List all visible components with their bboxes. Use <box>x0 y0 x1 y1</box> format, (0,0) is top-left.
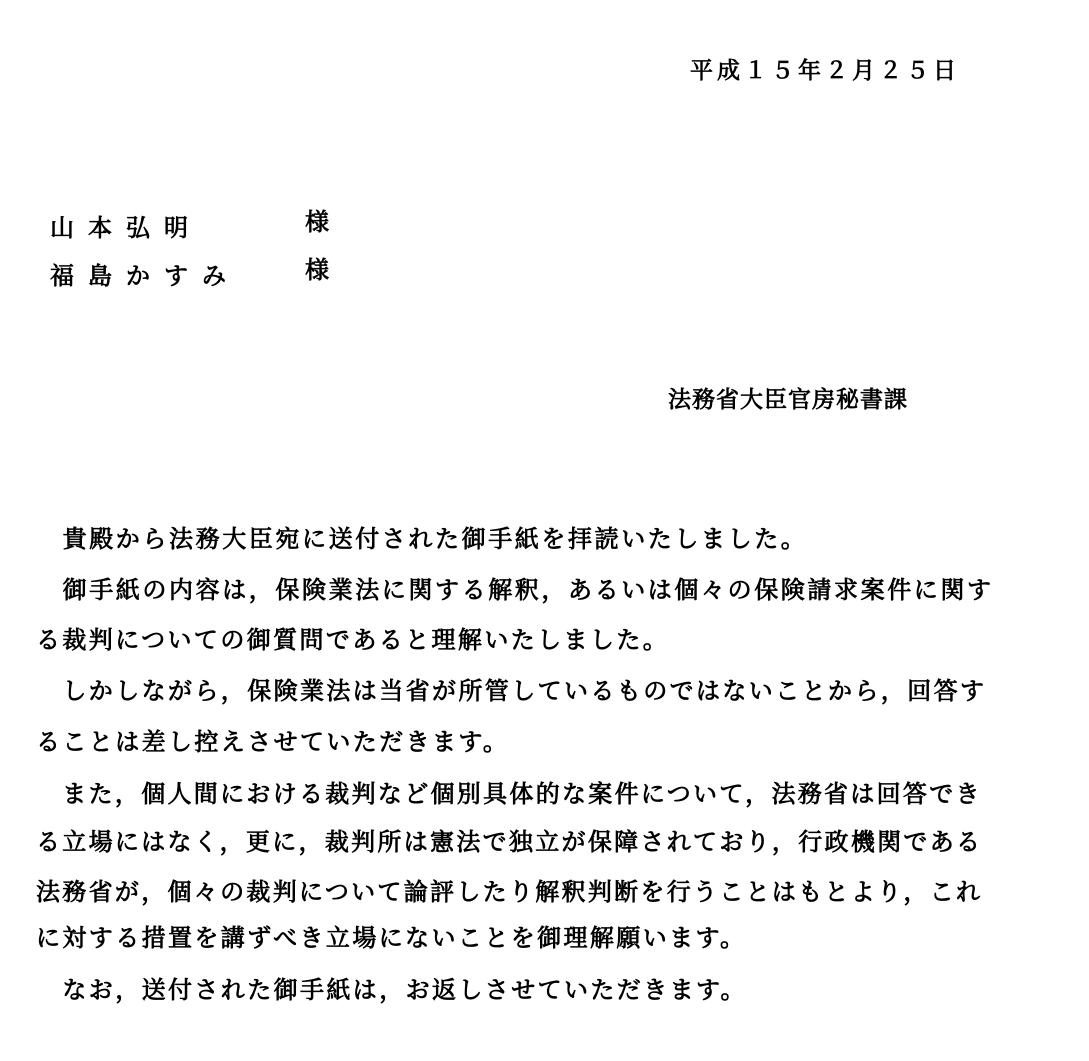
sender-department: 法務省大臣官房秘書課 <box>668 387 908 413</box>
body-line: 法務省が，個々の裁判について論評したり解釈判断を行うことはもとより，これ <box>36 878 983 906</box>
addressee-name: 福島かすみ <box>50 262 240 290</box>
addressee-name: 山本弘明 <box>50 214 202 242</box>
body-line: しかしながら，保険業法は当省が所管しているものではないことから，回答す <box>36 677 987 705</box>
letter-date: 平成１５年２月２５日 <box>690 58 960 84</box>
addressee-honorific: 様 <box>305 256 329 284</box>
addressee-honorific: 様 <box>305 208 329 236</box>
body-line: に対する措置を講ずべき立場にないことを御理解願います。 <box>36 924 747 952</box>
body-line: なお，送付された御手紙は，お返しさせていただきます。 <box>36 976 747 1004</box>
body-line: る立場にはなく，更に，裁判所は憲法で独立が保障されており，行政機関である <box>36 828 983 856</box>
body-line: る裁判についての御質問であると理解いたしました。 <box>36 626 670 654</box>
body-line: 貴殿から法務大臣宛に送付された御手紙を拝読いたしました。 <box>36 525 808 553</box>
body-line: また，個人間における裁判など個別具体的な案件について，法務省は回答でき <box>36 780 982 808</box>
body-line: 御手紙の内容は，保険業法に関する解釈，あるいは個々の保険請求案件に関す <box>36 576 994 604</box>
body-line: ることは差し控えさせていただきます。 <box>36 728 510 756</box>
